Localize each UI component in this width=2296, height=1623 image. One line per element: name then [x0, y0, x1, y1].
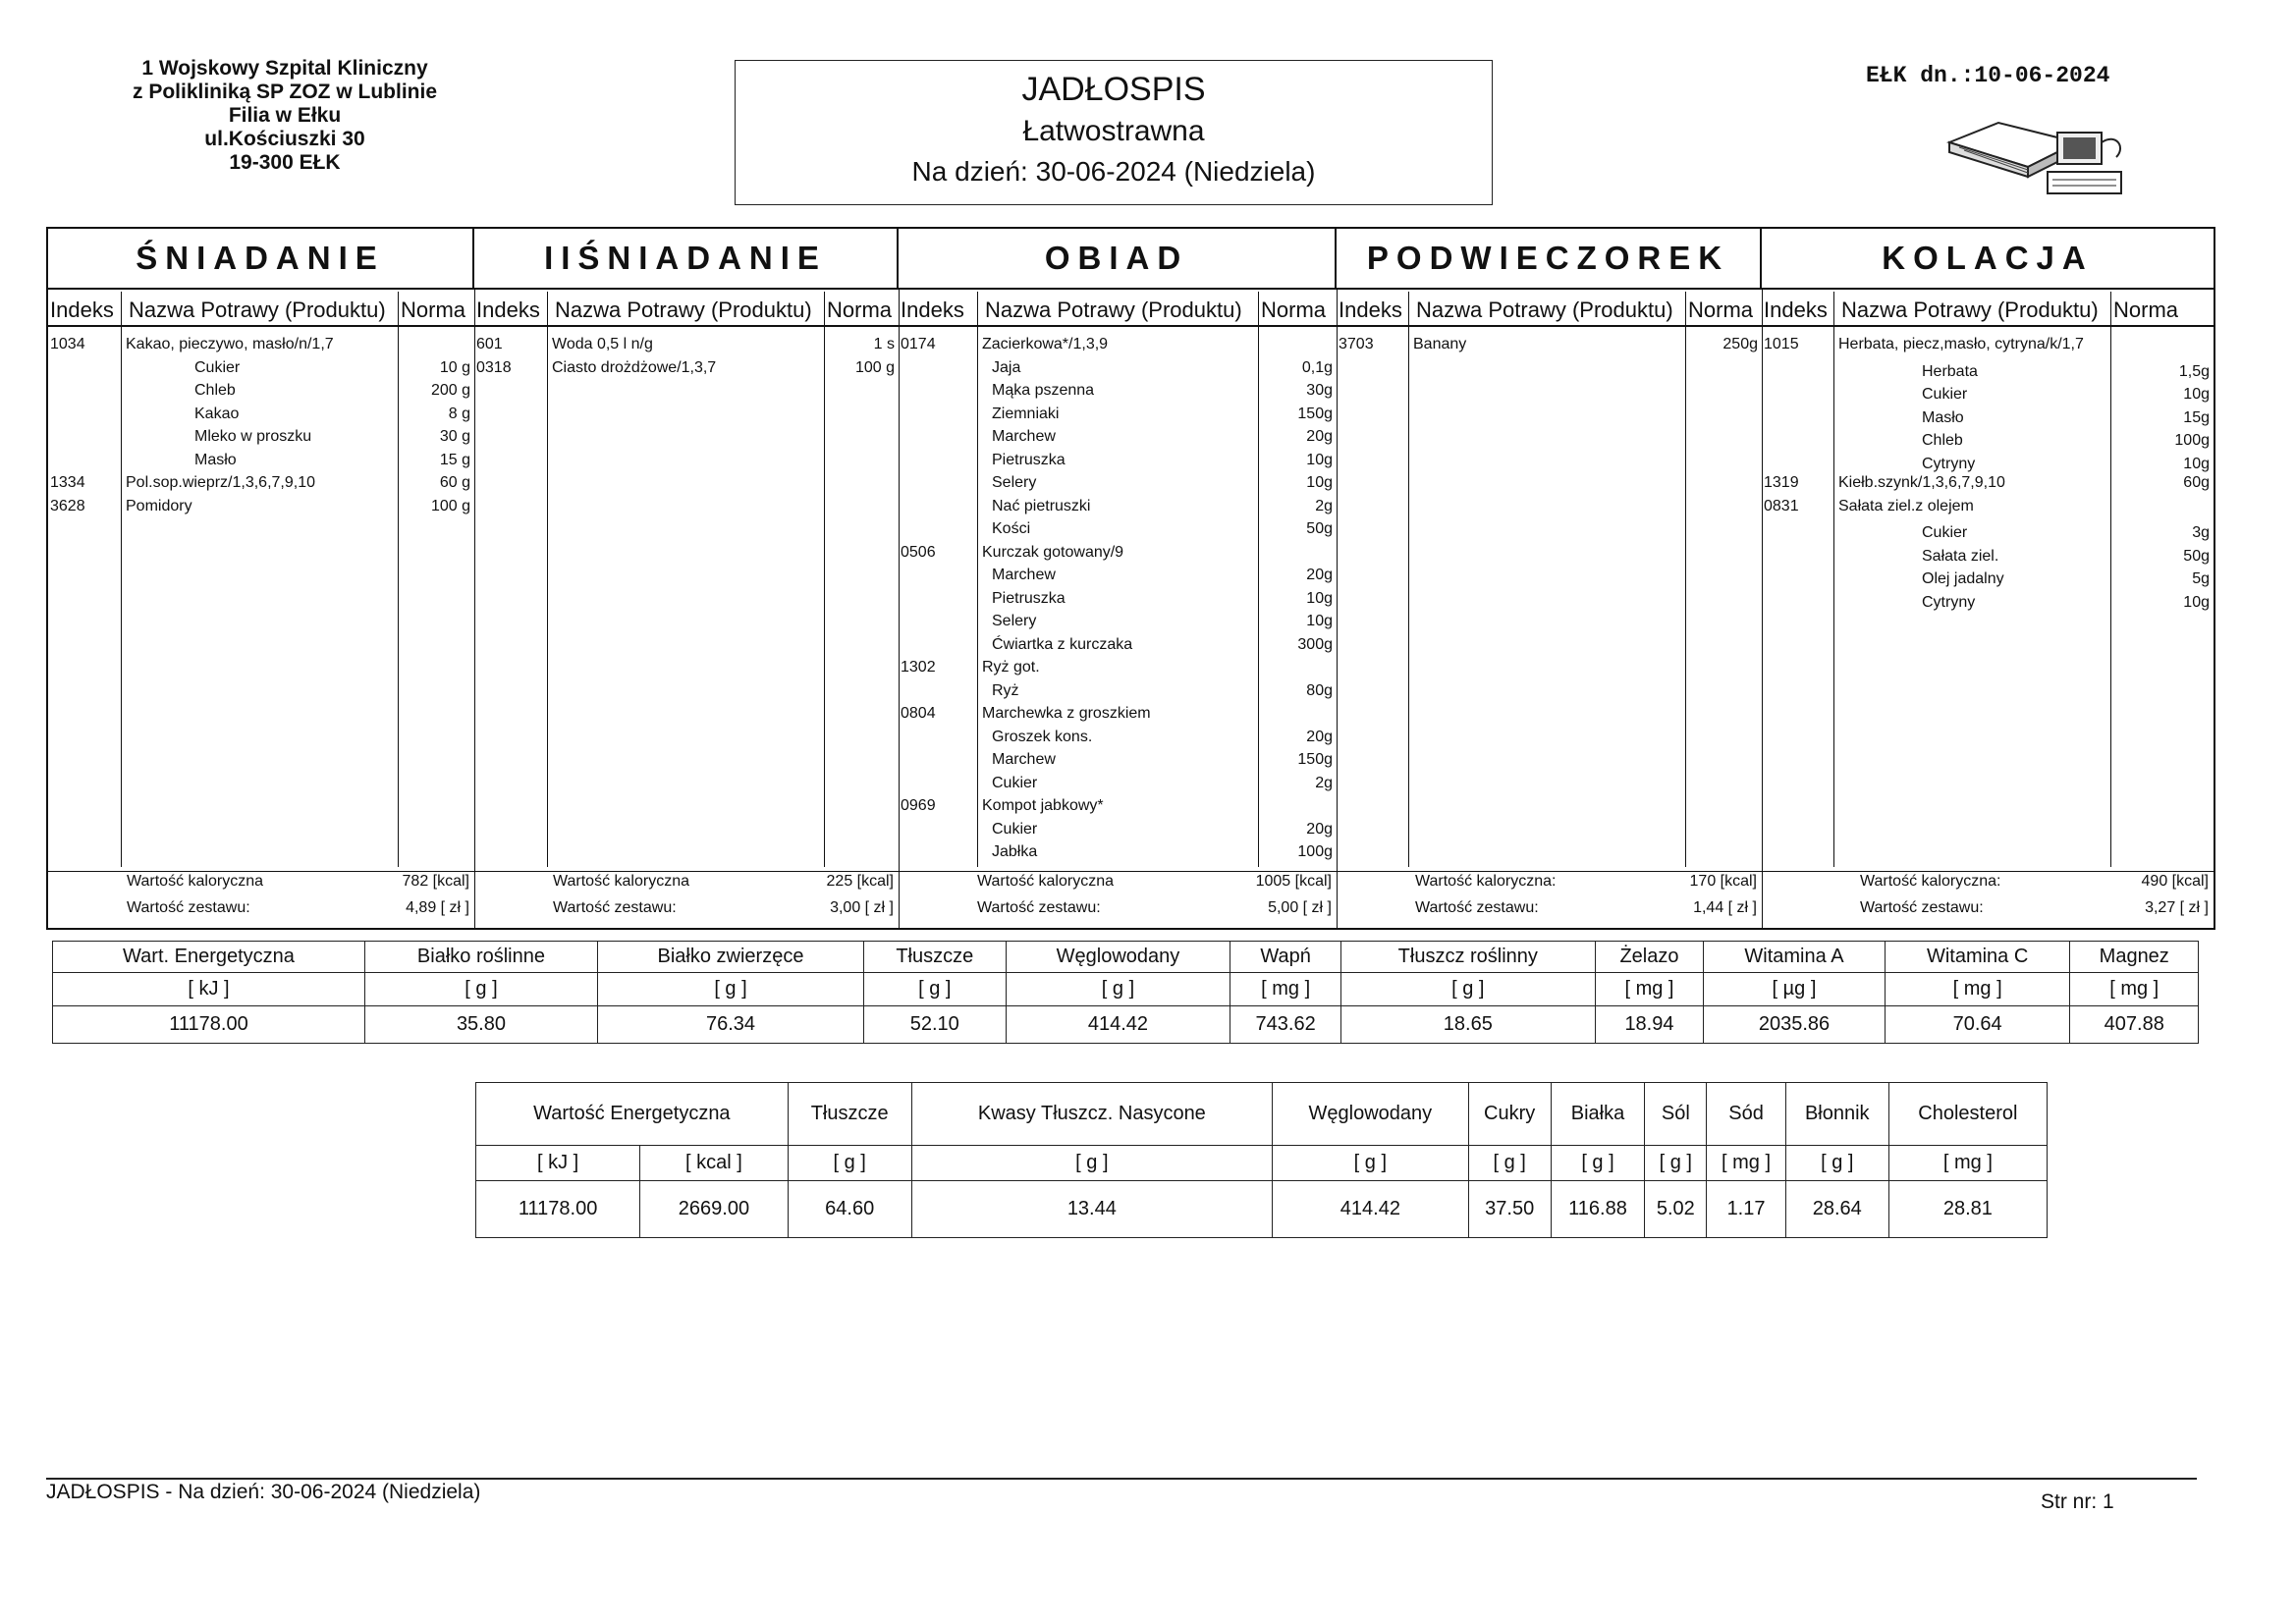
row-norm: 10g: [1306, 613, 1333, 629]
summary-divider: [1762, 871, 2214, 872]
row-norm: 20g: [1306, 567, 1333, 583]
row-name: Olej jadalny: [1922, 570, 2004, 587]
nutrient-header: Białko zwierzęce: [597, 942, 863, 973]
row-norm: 15g: [2183, 408, 2210, 426]
row-name: Sałata ziel.z olejem: [1838, 497, 1974, 514]
row-norm: 10g: [2183, 386, 2210, 403]
row-name: Cukier: [1922, 524, 1968, 541]
nutrient-unit: [ g ]: [1551, 1146, 1645, 1181]
row-norm: 20g: [1306, 820, 1333, 838]
nutrient-unit: [ kJ ]: [53, 973, 365, 1006]
nutrient-value: 52.10: [864, 1006, 1006, 1044]
nutrient-value: 116.88: [1551, 1181, 1645, 1238]
calorie-value: 225 [kcal]: [826, 873, 894, 890]
nutrient-unit: [ mg ]: [1885, 973, 2070, 1006]
nutrient-unit: [ g ]: [1468, 1146, 1551, 1181]
column-header-norm: Norma: [827, 298, 893, 322]
nutrient-value: 70.64: [1885, 1006, 2070, 1044]
column-header-row: [48, 292, 474, 327]
nutrient-value: 76.34: [597, 1006, 863, 1044]
nutrient-unit: [ mg ]: [1595, 973, 1703, 1006]
nutrient-header: Błonnik: [1785, 1083, 1888, 1146]
row-name: Mleko w proszku: [194, 428, 312, 445]
diet-name: Łatwostrawna: [1022, 115, 1205, 147]
hospital-line: ul.Kościuszki 30: [204, 128, 365, 150]
column-header-index: Indeks: [1764, 298, 1828, 322]
nutrient-header: Wart. Energetyczna: [53, 942, 365, 973]
nutrient-unit: [ kJ ]: [476, 1146, 640, 1181]
row-name: Zacierkowa*/1,3,9: [982, 336, 1109, 352]
nutrient-unit: [ g ]: [1273, 1146, 1469, 1181]
row-name: Marchew: [992, 751, 1056, 768]
row-norm: 50g: [2183, 547, 2210, 565]
nutrient-unit: [ g ]: [364, 973, 597, 1006]
nutrient-unit: [ kcal ]: [640, 1146, 788, 1181]
meal-title: PODWIECZOREK: [1337, 229, 1762, 290]
nutrient-unit: [ g ]: [911, 1146, 1272, 1181]
row-norm: 0,1g: [1301, 358, 1333, 376]
column-header-row: [899, 292, 1337, 327]
row-name: Ziemniaki: [992, 405, 1060, 422]
row-norm: 200 g: [430, 382, 470, 399]
row-index: 0174: [901, 336, 936, 352]
row-index: 0969: [901, 797, 936, 814]
row-index: 1015: [1764, 336, 1799, 352]
column-divider: [121, 292, 122, 867]
row-norm: 80g: [1306, 681, 1333, 699]
row-norm: 10g: [2183, 593, 2210, 611]
calorie-value: 170 [kcal]: [1689, 873, 1757, 890]
column-divider: [977, 292, 978, 867]
row-name: Cukier: [992, 820, 1038, 838]
row-norm: 10g: [1306, 474, 1333, 491]
nutrient-header: Witamina C: [1885, 942, 2070, 973]
row-name: Herbata, piecz,masło, cytryna/k/1,7: [1838, 336, 2084, 352]
row-name: Kakao: [194, 405, 240, 422]
hospital-line: 19-300 EŁK: [229, 151, 341, 174]
row-name: Selery: [992, 474, 1037, 491]
row-name: Pietruszka: [992, 451, 1066, 468]
row-name: Marchewka z groszkiem: [982, 705, 1151, 722]
row-norm: 100g: [1297, 843, 1333, 860]
row-name: Kurczak gotowany/9: [982, 543, 1124, 561]
nutrient-value: 407.88: [2070, 1006, 2199, 1044]
cost-label: Wartość zestawu:: [127, 899, 250, 916]
row-name: Banany: [1413, 336, 1467, 352]
nutrient-value: 64.60: [788, 1181, 911, 1238]
nutrient-unit: [ g ]: [1006, 973, 1230, 1006]
summary-divider: [474, 871, 899, 872]
row-name: Masło: [194, 451, 237, 468]
row-norm: 60 g: [439, 474, 470, 491]
column-header-norm: Norma: [2113, 298, 2179, 322]
row-name: Kakao, pieczywo, masło/n/1,7: [126, 336, 334, 352]
row-name: Pietruszka: [992, 589, 1066, 607]
nutrient-unit: [ mg ]: [2070, 973, 2199, 1006]
nutrient-unit: [ mg ]: [1707, 1146, 1785, 1181]
hospital-line: 1 Wojskowy Szpital Kliniczny: [141, 57, 428, 80]
column-header-row: [474, 292, 899, 327]
meal-divider: [1337, 290, 1338, 928]
row-name: Jabłka: [992, 843, 1038, 860]
column-header-norm: Norma: [401, 298, 466, 322]
column-divider: [1833, 292, 1834, 867]
row-name: Ciasto drożdżowe/1,3,7: [552, 358, 717, 376]
column-header-index: Indeks: [1339, 298, 1402, 322]
row-name: Cytryny: [1922, 455, 1976, 472]
row-index: 1319: [1764, 474, 1799, 491]
nutrient-header: Tłuszcze: [788, 1083, 911, 1146]
column-header-name: Nazwa Potrawy (Produktu): [555, 298, 812, 322]
meal-title: IIŚNIADANIE: [474, 229, 899, 290]
nutrient-header: Białka: [1551, 1083, 1645, 1146]
nutrient-value: 5.02: [1645, 1181, 1707, 1238]
row-name: Masło: [1922, 408, 1964, 426]
row-name: Woda 0,5 l n/g: [552, 336, 653, 352]
hospital-address: [98, 57, 471, 175]
nutrient-value: 37.50: [1468, 1181, 1551, 1238]
menu-date: Na dzień: 30-06-2024 (Niedziela): [911, 156, 1316, 187]
nutrient-unit: [ g ]: [1340, 973, 1595, 1006]
row-index: 3628: [50, 497, 85, 514]
row-norm: 5g: [2192, 570, 2210, 587]
row-norm: 250g: [1722, 336, 1758, 352]
nutrition-table-main: [52, 941, 2199, 1044]
row-name: Ćwiartka z kurczaka: [992, 635, 1133, 653]
row-norm: 3g: [2192, 524, 2210, 541]
row-norm: 1 s: [873, 336, 895, 352]
nutrient-header: Magnez: [2070, 942, 2199, 973]
meal-title: ŚNIADANIE: [48, 229, 474, 290]
calorie-value: 1005 [kcal]: [1255, 873, 1332, 890]
row-norm: 20g: [1306, 428, 1333, 445]
meal-title: KOLACJA: [1762, 229, 2214, 290]
row-name: Chleb: [1922, 432, 1963, 449]
nutrient-header: Wartość Energetyczna: [476, 1083, 789, 1146]
column-divider: [1685, 292, 1686, 867]
row-norm: 20g: [1306, 728, 1333, 745]
footer-divider: [46, 1478, 2197, 1480]
row-norm: 15 g: [439, 451, 470, 468]
nutrient-header: Kwasy Tłuszcz. Nasycone: [911, 1083, 1272, 1146]
row-norm: 30 g: [439, 428, 470, 445]
nutrient-header: Węglowodany: [1273, 1083, 1469, 1146]
row-name: Ryż: [992, 681, 1019, 699]
meal-title: OBIAD: [899, 229, 1337, 290]
nutrient-value: 2035.86: [1704, 1006, 1886, 1044]
row-index: 1334: [50, 474, 85, 491]
summary-divider: [48, 871, 474, 872]
row-index: 0831: [1764, 497, 1799, 514]
row-index: 0318: [476, 358, 512, 376]
nutrient-header: Węglowodany: [1006, 942, 1230, 973]
nutrient-header: Cukry: [1468, 1083, 1551, 1146]
nutrient-unit: [ µg ]: [1704, 973, 1886, 1006]
row-name: Kompot jabkowy*: [982, 797, 1104, 814]
row-norm: 10g: [1306, 451, 1333, 468]
row-index: 0506: [901, 543, 936, 561]
hospital-line: Filia w Ełku: [228, 104, 342, 127]
column-header-row: [1337, 292, 1762, 327]
row-name: Kości: [992, 520, 1031, 537]
row-name: Marchew: [992, 428, 1056, 445]
row-norm: 300g: [1297, 635, 1333, 653]
page-title: JADŁOSPIS: [1021, 71, 1206, 108]
row-name: Nać pietruszki: [992, 497, 1091, 514]
footer-text: JADŁOSPIS - Na dzień: 30-06-2024 (Niedziela): [46, 1481, 481, 1503]
calorie-label: Wartość kaloryczna: [127, 873, 263, 890]
column-header-norm: Norma: [1261, 298, 1327, 322]
row-norm: 100 g: [430, 497, 470, 514]
book-computer-icon: [1940, 113, 2131, 206]
nutrient-unit: [ g ]: [864, 973, 1006, 1006]
calorie-value: 490 [kcal]: [2141, 873, 2209, 890]
cost-label: Wartość zestawu:: [1860, 899, 1984, 916]
nutrient-value: 414.42: [1006, 1006, 1230, 1044]
nutrient-header: Tłuszcze: [864, 942, 1006, 973]
nutrient-unit: [ mg ]: [1888, 1146, 2047, 1181]
row-name: Herbata: [1922, 362, 1978, 380]
column-header-name: Nazwa Potrawy (Produktu): [985, 298, 1242, 322]
row-name: Chleb: [194, 382, 236, 399]
meal-divider: [474, 290, 475, 928]
nutrient-header: Wapń: [1230, 942, 1340, 973]
nutrient-unit: [ g ]: [1785, 1146, 1888, 1181]
row-name: Selery: [992, 613, 1037, 629]
calorie-value: 782 [kcal]: [402, 873, 469, 890]
nutrient-value: 743.62: [1230, 1006, 1340, 1044]
nutrient-value: 2669.00: [640, 1181, 788, 1238]
row-name: Cukier: [194, 358, 241, 376]
hospital-line: z Polikliniką SP ZOZ w Lublinie: [133, 81, 437, 103]
column-divider: [547, 292, 548, 867]
row-norm: 10g: [1306, 589, 1333, 607]
row-norm: 8 g: [448, 405, 470, 422]
column-header-norm: Norma: [1688, 298, 1754, 322]
row-name: Groszek kons.: [992, 728, 1093, 745]
column-divider: [1408, 292, 1409, 867]
row-index: 0804: [901, 705, 936, 722]
row-norm: 1,5g: [2178, 362, 2210, 380]
row-name: Jaja: [992, 358, 1021, 376]
column-header-index: Indeks: [476, 298, 540, 322]
nutrient-value: 13.44: [911, 1181, 1272, 1238]
title-box: [735, 60, 1493, 205]
row-name: Mąka pszenna: [992, 382, 1095, 399]
meal-divider: [1762, 290, 1763, 928]
meal-table: [46, 227, 2215, 930]
nutrient-unit: [ g ]: [1645, 1146, 1707, 1181]
nutrient-value: 28.81: [1888, 1181, 2047, 1238]
row-name: Cukier: [992, 774, 1038, 791]
row-norm: 100g: [2174, 432, 2210, 449]
nutrient-unit: [ g ]: [788, 1146, 911, 1181]
row-norm: 150g: [1297, 751, 1333, 768]
page-number: Str nr: 1: [2041, 1490, 2114, 1513]
calorie-label: Wartość kaloryczna:: [1415, 873, 1557, 890]
row-index: 1034: [50, 336, 85, 352]
column-header-name: Nazwa Potrawy (Produktu): [1841, 298, 2099, 322]
summary-divider: [1337, 871, 1762, 872]
cost-label: Wartość zestawu:: [553, 899, 677, 916]
row-name: Cytryny: [1922, 593, 1976, 611]
row-index: 1302: [901, 659, 936, 676]
row-name: Kiełb.szynk/1,3,6,7,9,10: [1838, 474, 2005, 491]
cost-label: Wartość zestawu:: [977, 899, 1101, 916]
cost-value: 4,89 [ zł ]: [406, 899, 469, 916]
calorie-label: Wartość kaloryczna: [553, 873, 689, 890]
row-name: Cukier: [1922, 386, 1968, 403]
nutrient-value: 1.17: [1707, 1181, 1785, 1238]
nutrient-header: Sód: [1707, 1083, 1785, 1146]
row-norm: 50g: [1306, 520, 1333, 537]
meal-divider: [899, 290, 900, 928]
cost-value: 5,00 [ zł ]: [1268, 899, 1332, 916]
cost-label: Wartość zestawu:: [1415, 899, 1539, 916]
issue-date: EŁK dn.:10-06-2024: [1866, 63, 2110, 88]
nutrient-unit: [ g ]: [597, 973, 863, 1006]
nutrient-value: 18.94: [1595, 1006, 1703, 1044]
summary-divider: [899, 871, 1337, 872]
row-name: Pol.sop.wieprz/1,3,6,7,9,10: [126, 474, 316, 491]
column-header-index: Indeks: [50, 298, 114, 322]
nutrition-table-label: [475, 1082, 2048, 1238]
row-index: 601: [476, 336, 503, 352]
row-name: Sałata ziel.: [1922, 547, 1999, 565]
row-norm: 150g: [1297, 405, 1333, 422]
row-name: Marchew: [992, 567, 1056, 583]
nutrient-header: Tłuszcz roślinny: [1340, 942, 1595, 973]
row-index: 3703: [1339, 336, 1374, 352]
nutrient-header: Sól: [1645, 1083, 1707, 1146]
calorie-label: Wartość kaloryczna: [977, 873, 1114, 890]
row-norm: 2g: [1315, 497, 1333, 514]
row-norm: 10 g: [439, 358, 470, 376]
cost-value: 3,27 [ zł ]: [2145, 899, 2209, 916]
nutrient-value: 11178.00: [53, 1006, 365, 1044]
calorie-label: Wartość kaloryczna:: [1860, 873, 2001, 890]
cost-value: 3,00 [ zł ]: [830, 899, 894, 916]
nutrient-value: 414.42: [1273, 1181, 1469, 1238]
row-name: Pomidory: [126, 497, 192, 514]
nutrient-header: Białko roślinne: [364, 942, 597, 973]
nutrient-header: Witamina A: [1704, 942, 1886, 973]
nutrient-header: Żelazo: [1595, 942, 1703, 973]
column-header-name: Nazwa Potrawy (Produktu): [1416, 298, 1673, 322]
nutrient-unit: [ mg ]: [1230, 973, 1340, 1006]
row-norm: 10g: [2183, 455, 2210, 472]
row-name: Ryż got.: [982, 659, 1040, 676]
row-norm: 60g: [2183, 474, 2210, 491]
nutrient-header: Cholesterol: [1888, 1083, 2047, 1146]
row-norm: 30g: [1306, 382, 1333, 399]
column-header-index: Indeks: [901, 298, 964, 322]
column-header-name: Nazwa Potrawy (Produktu): [129, 298, 386, 322]
nutrient-value: 35.80: [364, 1006, 597, 1044]
nutrient-value: 18.65: [1340, 1006, 1595, 1044]
nutrient-value: 28.64: [1785, 1181, 1888, 1238]
column-header-row: [1762, 292, 2214, 327]
row-norm: 100 g: [854, 358, 895, 376]
nutrient-value: 11178.00: [476, 1181, 640, 1238]
row-norm: 2g: [1315, 774, 1333, 791]
cost-value: 1,44 [ zł ]: [1693, 899, 1757, 916]
